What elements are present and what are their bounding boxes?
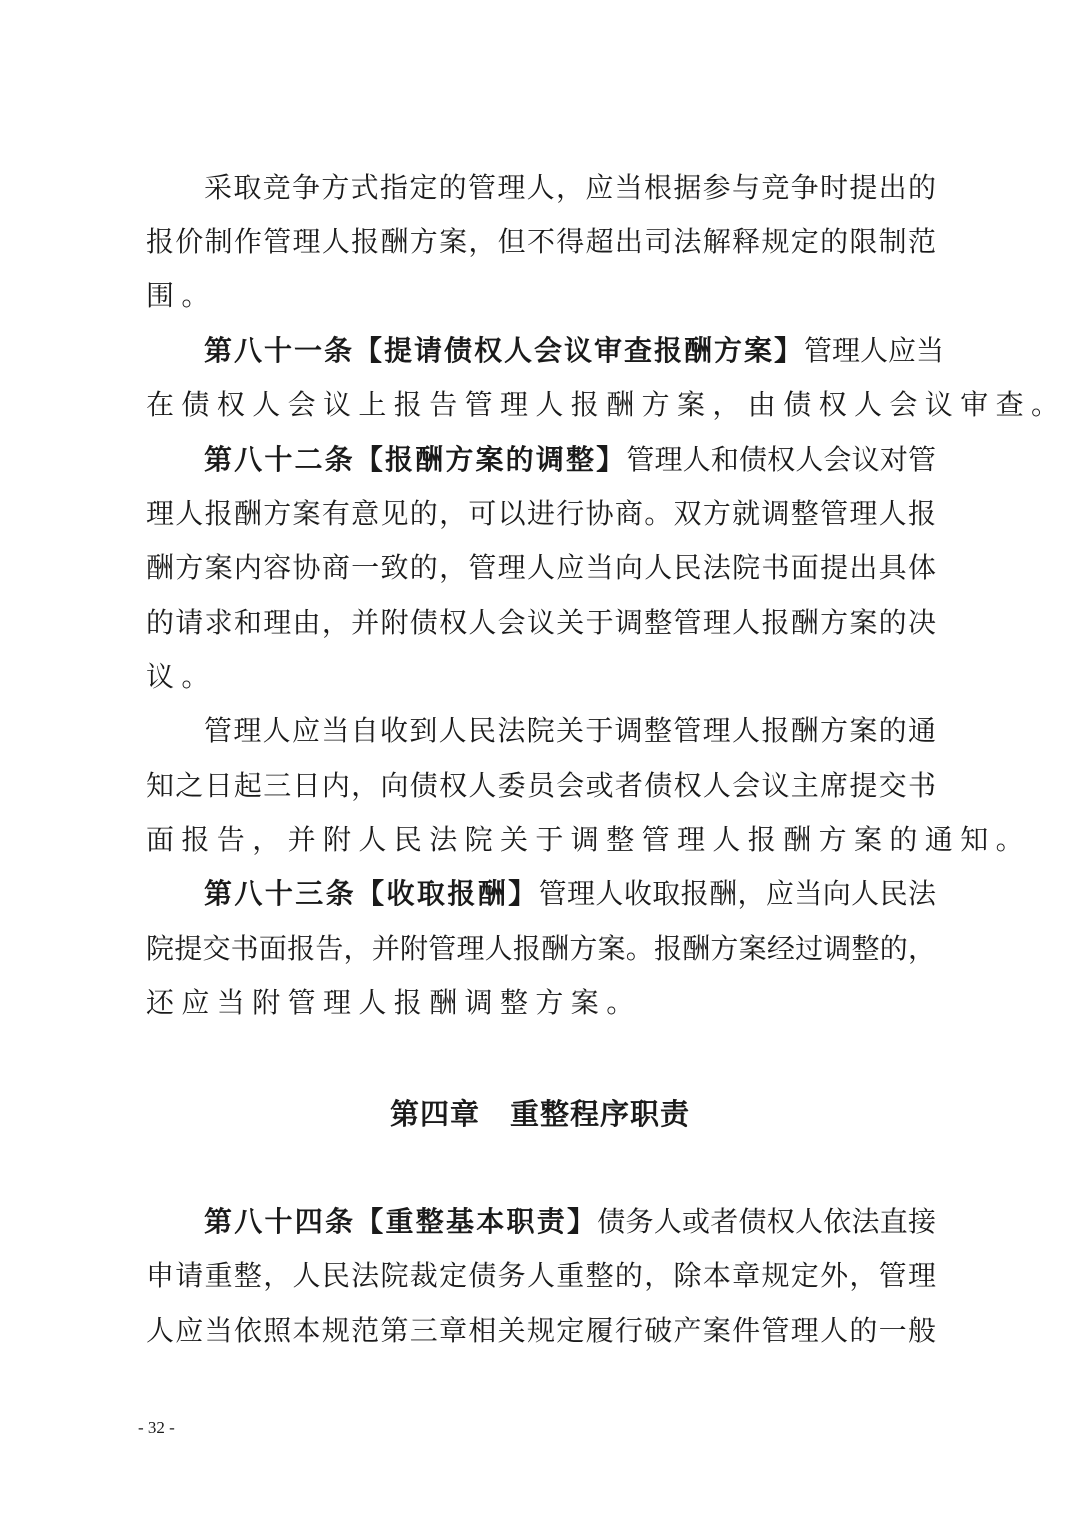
text-line: 在债权人会议上报告管理人报酬方案，由债权人会议审查。 xyxy=(146,388,1067,421)
text-line: 围。 xyxy=(146,279,217,312)
article-82-heading-line: 第八十二条【报酬方案的调整】管理人和债权人会议对管 xyxy=(204,443,936,476)
text-line: 申请重整，人民法院裁定债务人重整的，除本章规定外，管理 xyxy=(146,1259,936,1292)
text-line: 知之日起三日内，向债权人委员会或者债权人会议主席提交书 xyxy=(146,769,936,802)
page-number: - 32 - xyxy=(138,1418,175,1437)
text-line: 面报告，并附人民法院关于调整管理人报酬方案的通知。 xyxy=(146,823,1032,856)
text-line: 还应当附管理人报酬调整方案。 xyxy=(146,986,642,1019)
article-82-title: 第八十二条【报酬方案的调整】 xyxy=(204,443,627,476)
text-line: 理人报酬方案有意见的，可以进行协商。双方就调整管理人报 xyxy=(146,497,936,530)
text-line: 管理人应当自收到人民法院关于调整管理人报酬方案的通 xyxy=(204,714,936,747)
article-83-heading-line: 第八十三条【收取报酬】管理人收取报酬，应当向人民法 xyxy=(204,877,936,910)
article-84-heading-line: 第八十四条【重整基本职责】债务人或者债权人依法直接 xyxy=(204,1205,936,1238)
text-line: 酬方案内容协商一致的，管理人应当向人民法院书面提出具体 xyxy=(146,551,936,584)
text-line: 院提交书面报告，并附管理人报酬方案。报酬方案经过调整的， xyxy=(146,932,936,965)
text-line: 议。 xyxy=(146,660,217,693)
text-line: 采取竞争方式指定的管理人，应当根据参与竞争时提出的 xyxy=(204,171,936,204)
article-81-heading-line: 第八十一条【提请债权人会议审查报酬方案】管理人应当 xyxy=(204,334,945,367)
article-81-title: 第八十一条【提请债权人会议审查报酬方案】 xyxy=(204,334,805,367)
text-line: 报价制作管理人报酬方案，但不得超出司法解释规定的限制范 xyxy=(146,225,936,258)
article-83-title: 第八十三条【收取报酬】 xyxy=(204,877,539,910)
article-84-title: 第八十四条【重整基本职责】 xyxy=(204,1205,598,1238)
text-line: 的请求和理由，并附债权人会议关于调整管理人报酬方案的决 xyxy=(146,606,936,639)
text-line: 人应当依照本规范第三章相关规定履行破产案件管理人的一般 xyxy=(146,1314,936,1347)
chapter-title: 第四章 重整程序职责 xyxy=(389,1097,690,1131)
